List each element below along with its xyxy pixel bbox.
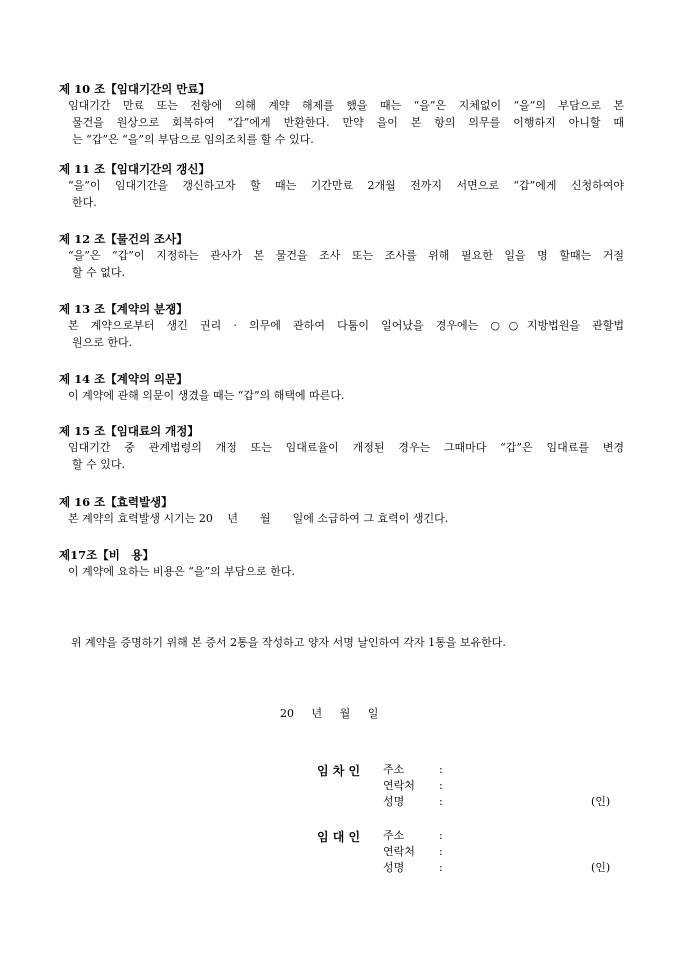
field-label: 주소: [383, 829, 405, 842]
party-role: 임 차 인: [317, 764, 361, 778]
field-colon: :: [439, 763, 443, 776]
article-body-line: 한다.: [72, 196, 97, 209]
party-field-contact: [383, 844, 447, 860]
article-body-line: 이 계약에 관해 의문이 생겼을 때는 “갑”의 해택에 따른다.: [68, 389, 345, 402]
field-colon: :: [439, 795, 443, 808]
article-body-line: 본 계약의 효력발생 시기는 20 년 월 일에 소급하여 그 효력이 생긴다.: [68, 512, 449, 525]
field-colon: :: [439, 829, 443, 842]
article-heading: 제 14 조【계약의 의문】: [59, 372, 188, 386]
contract-date: 20 년 월 일: [280, 707, 379, 720]
closing-statement: 위 계약을 증명하기 위해 본 증서 2통을 작성하고 양자 서명 날인하여 각자 1통을 보유한다.: [71, 636, 506, 649]
party-field-address: [383, 828, 447, 844]
article-13: [59, 301, 624, 351]
article-heading: 제 16 조【효력발생】: [59, 495, 173, 509]
article-heading: 제 12 조【물건의 조사】: [59, 232, 188, 246]
article-14: [59, 371, 624, 404]
article-body-line: 할 수 있다.: [72, 458, 125, 471]
article-heading: 제 11 조【임대기간의 갱신】: [59, 162, 210, 176]
field-colon: :: [439, 779, 443, 792]
seal-mark: (인): [591, 861, 611, 874]
article-body-line: 물건을 원상으로 회복하여 “갑”에게 반환한다. 만약 을이 본 항의 의무를 이행하지 아니할 때: [72, 116, 624, 129]
article-body-line: 는 “갑”은 “을”의 부담으로 임의조치를 할 수 있다.: [72, 133, 314, 146]
article-11: [59, 161, 624, 211]
article-heading: 제 13 조【계약의 분쟁】: [59, 302, 188, 316]
article-body-line: 임대기간 중 관계법령의 개정 또는 임대료율이 개정된 경우는 그때마다 “갑”은 임대료를 변경: [68, 441, 624, 454]
article-17: [59, 547, 624, 580]
article-body-line: “을”이 임대기간을 갱신하고자 할 때는 기간만료 2개월 전까지 서면으로 “갑”에게 신청하여야: [68, 179, 624, 192]
article-body-line: 원으로 한다.: [72, 336, 133, 349]
article-body-line: 이 계약에 요하는 비용은 “을”의 부담으로 한다.: [68, 565, 295, 578]
seal-mark: (인): [591, 795, 611, 808]
field-label: 연락처: [383, 779, 415, 792]
field-label: 연락처: [383, 845, 415, 858]
party-field-contact: [383, 778, 447, 794]
field-colon: :: [439, 845, 443, 858]
article-body-line: “을”은 “갑”이 지정하는 관사가 본 물건을 조사 또는 조사를 위해 필요한 일을 명 할때는 거절: [68, 249, 624, 262]
article-heading: 제17조【비 용】: [59, 548, 154, 562]
party-role: 임 대 인: [317, 830, 361, 844]
article-heading: 제 15 조【임대료의 개정】: [59, 424, 199, 438]
party-field-name: [383, 794, 447, 810]
article-body-line: 임대기간 만료 또는 전항에 의해 계약 해제를 했을 때는 “을”은 지체없이 “을”의 부담으로 본: [68, 99, 624, 112]
field-label: 성명: [383, 861, 405, 874]
party-lessee: [317, 762, 627, 812]
field-colon: :: [439, 861, 443, 874]
article-12: [59, 231, 624, 281]
field-label: 주소: [383, 763, 405, 776]
party-lessor: [317, 828, 627, 878]
article-body-line: 할 수 없다.: [72, 266, 125, 279]
article-16: [59, 494, 624, 527]
article-10: [59, 81, 624, 148]
field-label: 성명: [383, 795, 405, 808]
party-field-name: [383, 860, 447, 876]
article-15: [59, 423, 624, 473]
article-body-line: 본 계약으로부터 생긴 권리 · 의무에 관하여 다툼이 일어났을 경우에는 ○○지방법원을 관할법: [68, 319, 624, 332]
party-field-address: [383, 762, 447, 778]
article-heading: 제 10 조【임대기간의 만료】: [59, 82, 210, 96]
